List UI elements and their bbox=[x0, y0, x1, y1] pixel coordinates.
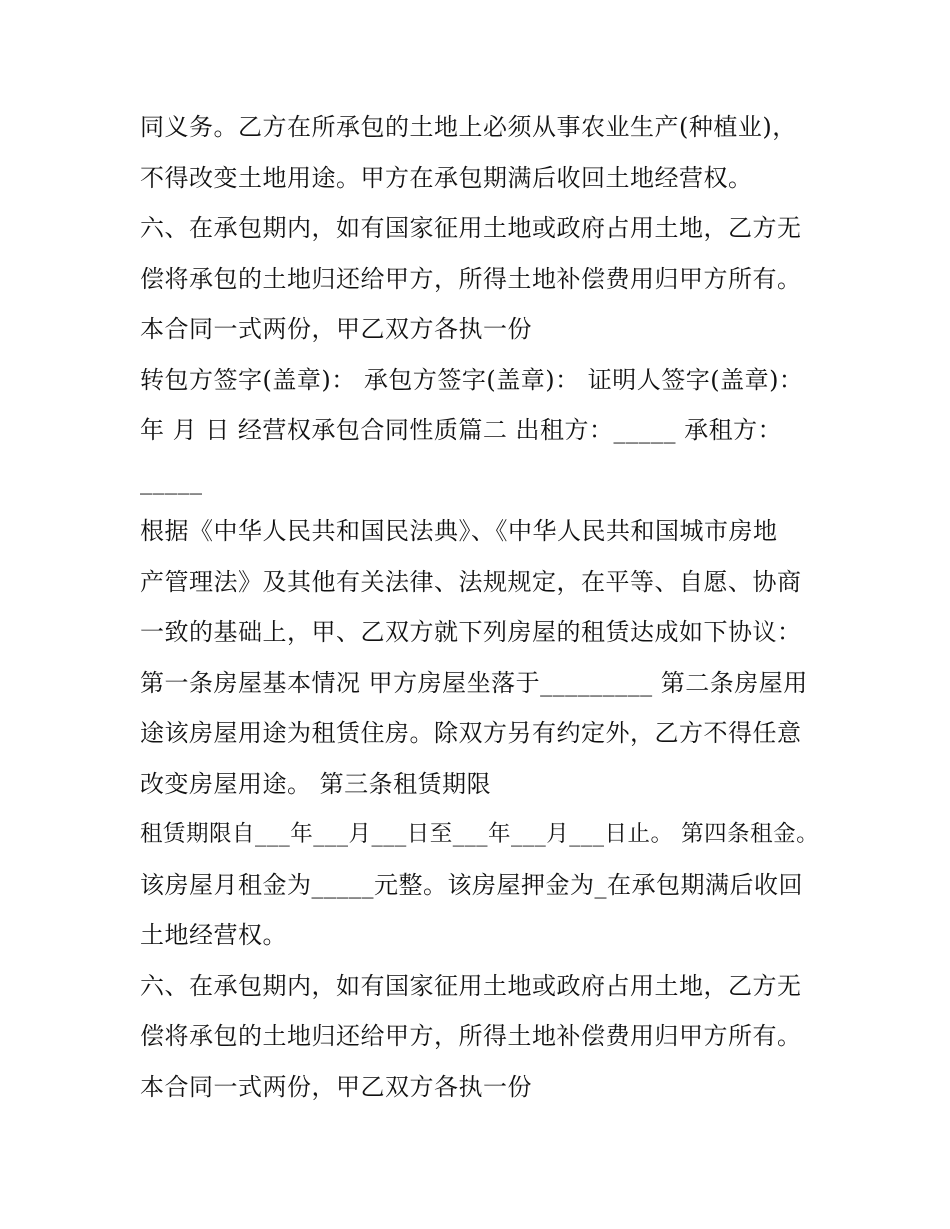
text-line: 途该房屋用途为租赁住房。除双方另有约定外，乙方不得任意 bbox=[140, 719, 802, 747]
text-line: 不得改变土地用途。甲方在承包期满后收回土地经营权。 bbox=[140, 163, 753, 192]
document-body bbox=[140, 102, 830, 1112]
text-line: 六、在承包期内，如有国家征用土地或政府占用土地，乙方无 bbox=[140, 214, 802, 242]
text-line: 产管理法》及其他有关法律、法规规定，在平等、自愿、协商 bbox=[140, 567, 802, 596]
text-line: 偿将承包的土地归还给甲方，所得土地补偿费用归甲方所有。 bbox=[140, 1022, 802, 1050]
text-line: 该房屋月租金为_____元整。该房屋押金为_在承包期满后收回 bbox=[140, 870, 803, 899]
text-line: 本合同一式两份，甲乙双方各执一份 bbox=[140, 315, 532, 343]
text-line: 一致的基础上，甲、乙双方就下列房屋的租赁达成如下协议： bbox=[140, 618, 802, 646]
text-line: 根据《中华人民共和国民法典》、《中华人民共和国城市房地 bbox=[140, 517, 778, 545]
text-line: 改变房屋用途。 第三条租赁期限 bbox=[140, 769, 492, 798]
text-line: 租赁期限自___年___月___日至___年___月___日止。 第四条租金。 bbox=[140, 821, 820, 847]
text-line: 转包方签字(盖章)： 承包方签字(盖章)： 证明人签字(盖章)： bbox=[140, 365, 804, 394]
text-line: 年 月 日 经营权承包合同性质篇二 出租方：_____ 承租方： bbox=[140, 416, 783, 444]
text-line: 同义务。乙方在所承包的土地上必须从事农业生产(种植业)， bbox=[140, 113, 797, 141]
text-line: _____ bbox=[140, 466, 203, 495]
text-line: 第一条房屋基本情况 甲方房屋坐落于_________ 第二条房屋用 bbox=[140, 668, 808, 697]
text-line: 偿将承包的土地归还给甲方，所得土地补偿费用归甲方所有。 bbox=[140, 264, 802, 293]
text-line: 六、在承包期内，如有国家征用土地或政府占用土地，乙方无 bbox=[140, 971, 802, 1000]
text-line: 本合同一式两份，甲乙双方各执一份 bbox=[140, 1072, 532, 1101]
text-line: 土地经营权。 bbox=[140, 921, 287, 949]
